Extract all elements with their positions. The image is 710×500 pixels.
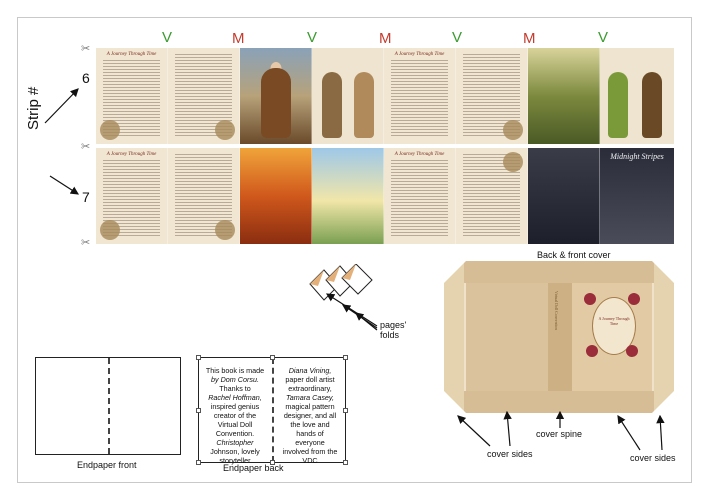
cover-sides-label-right: cover sides (630, 453, 676, 463)
scissors-icon: ✂ (81, 237, 91, 249)
page-title: A Journey Through Time (106, 52, 157, 57)
text-line: magical pattern (285, 402, 335, 411)
arrow-fold-1 (327, 294, 377, 326)
text-line: everyone (295, 438, 325, 447)
text-line: Diana Vining, (288, 366, 332, 375)
text-line: extraordinary, (288, 384, 332, 393)
text-line: Virtual Doll (217, 420, 253, 429)
text-line: designer, and all (283, 411, 337, 420)
panel-title: Midnight Stripes (610, 152, 664, 161)
page-title: A Journey Through Time (106, 152, 157, 157)
text-line: Thanks to (219, 384, 251, 393)
text-line: Tamara Casey, (286, 393, 334, 402)
cover-spine-label: cover spine (536, 429, 583, 439)
text-line: hands of (296, 429, 324, 438)
text-line: storyteller (219, 456, 251, 465)
text-line: This book is made (205, 366, 265, 375)
page-title: A Journey Through Time (394, 52, 445, 57)
arrow-cover-side-left-1 (458, 416, 490, 446)
text-line: inspired genius (210, 402, 260, 411)
page-title: A Journey Through Time (394, 152, 445, 157)
fold-mark-valley: V (452, 29, 463, 46)
text-line: Convention. (215, 429, 255, 438)
cover-sides-label-left: cover sides (487, 449, 533, 459)
endpaper-back-label: Endpaper back (223, 463, 284, 473)
text-line: involved from the (282, 447, 338, 456)
fold-mark-mountain: M (523, 30, 536, 47)
text-line: by Dom Corsu. (211, 375, 259, 384)
fold-mark-mountain: M (232, 30, 245, 47)
strip-number-label: Strip # (25, 86, 42, 130)
text-line: Christopher (216, 438, 254, 447)
arrow-fold-3 (356, 313, 377, 330)
endpaper-front-label: Endpaper front (77, 460, 137, 470)
scissors-icon: ✂ (81, 43, 91, 55)
arrow-strip-7 (50, 176, 78, 194)
arrow-strip-6 (45, 89, 78, 123)
fold-mark-valley: V (162, 29, 173, 46)
text-line: Rachel Hoffman, (208, 393, 262, 402)
fold-mark-valley: V (307, 29, 318, 46)
text-line: Johnson, lovely (210, 447, 260, 456)
fold-mark-mountain: M (379, 30, 392, 47)
arrow-cover-side-right-2 (660, 416, 662, 450)
arrow-cover-side-right-1 (618, 416, 640, 450)
text-line: creator of the (213, 411, 257, 420)
back-front-cover-label: Back & front cover (537, 250, 611, 260)
pages-folds-label-line1: pages' (380, 320, 407, 330)
text-line: paper doll artist (285, 375, 335, 384)
cover-spine-text: Virtual Doll Convention (554, 291, 559, 330)
arrow-cover-side-left-2 (507, 412, 510, 446)
cover-title: A Journey Through Time (598, 316, 630, 326)
strip-number-6: 6 (82, 70, 90, 86)
pages-folds-label-line2: folds (380, 330, 400, 340)
fold-mark-valley: V (598, 29, 609, 46)
text-line: the love and (290, 420, 330, 429)
strip-number-7: 7 (82, 189, 90, 205)
scissors-icon: ✂ (81, 141, 91, 153)
text-line: VDC (302, 456, 318, 465)
